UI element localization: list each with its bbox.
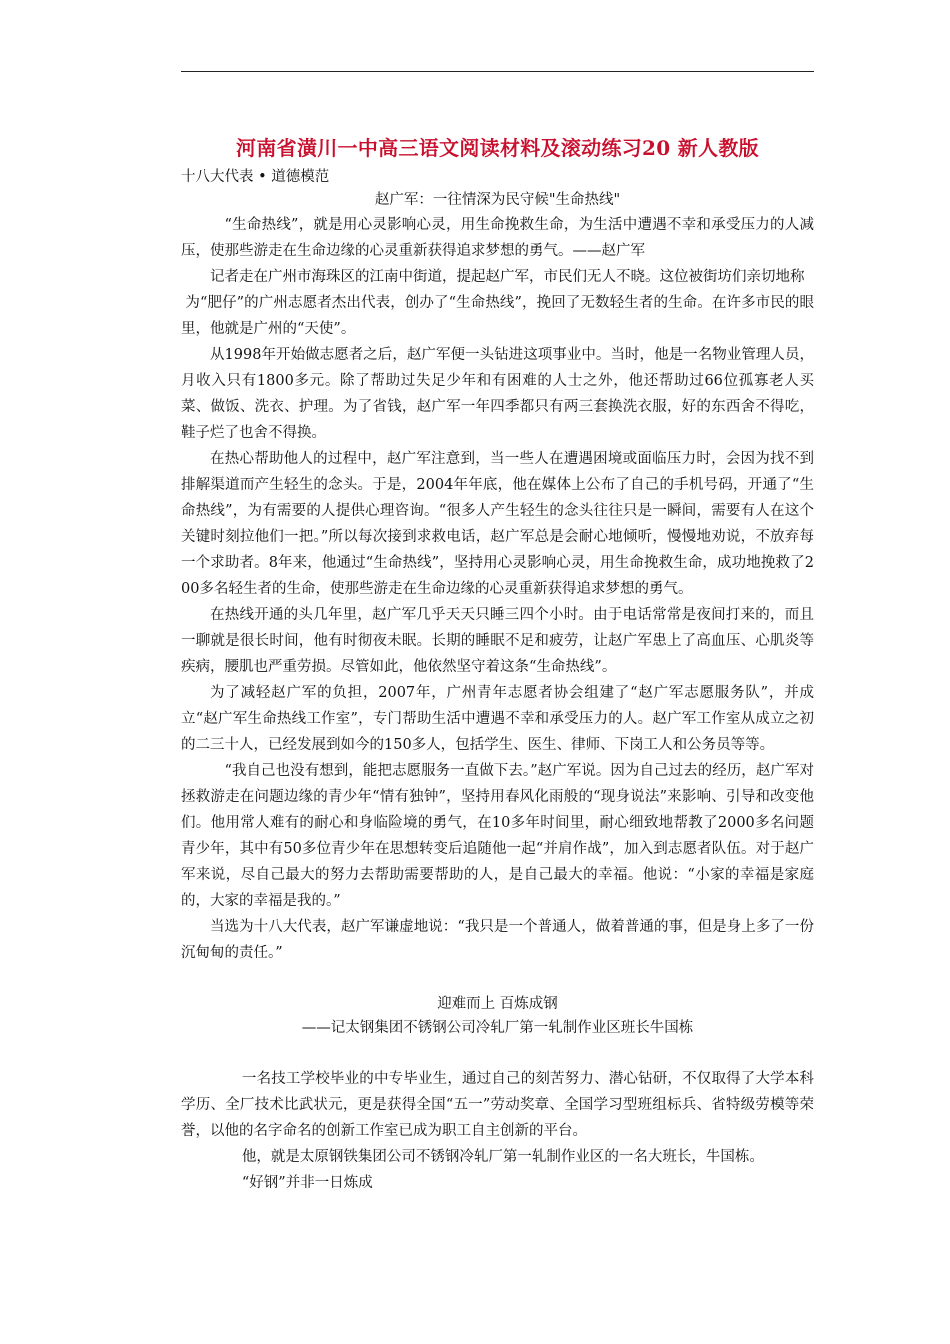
article1-paragraph: “我自己也没有想到，能把志愿服务一直做下去。”赵广军说。因为自己过去的经历，赵广军对拯救游走在问题边缘的青少年“情有独钟”，坚持用春风化雨般的“现身说法”来影响、引导和改变他们。他用常人难有的耐心和身临险境的勇气，在10多年时间里，耐心细致地帮教了2000多名问题青少年，其中有50多位青少年在思想转变后追随他一起“并肩作战”，加入到志愿者队伍。对于赵广军来说，尽自己最大的努力去帮助需要帮助的人，是自己最大的幸福。他说：“小家的幸福是家庭的，大家的幸福是我的。”: [181, 763, 814, 909]
section-label: 十八大代表 • 道德模范: [181, 169, 330, 185]
article2-paragraph: 他，就是太原钢铁集团公司不锈钢冷轧厂第一轧制作业区的一名大班长，牛国栋。: [241, 1149, 764, 1165]
article1-paragraph: 为“肥仔”的广州志愿者杰出代表，创办了“生命热线”，挽回了无数轻生者的生命。在许多市民的眼里，他就是广州的“天使”。: [181, 295, 814, 337]
header-rule: [181, 71, 814, 72]
article1-paragraph: 当选为十八大代表，赵广军谦虚地说：“我只是一个普通人，做着普通的事，但是身上多了一份沉甸甸的责任。”: [181, 919, 814, 961]
article1-paragraph: 为了减轻赵广军的负担，2007年，广州青年志愿者协会组建了“赵广军志愿服务队”，并成立“赵广军生命热线工作室”，专门帮助生活中遭遇不幸和承受压力的人。赵广军工作室从成立之初的二三十人，已经发展到如今的150多人，包括学生、医生、律师、下岗工人和公务员等等。: [181, 685, 814, 753]
article1-paragraph: 从1998年开始做志愿者之后，赵广军便一头钻进这项事业中。当时，他是一名物业管理人员，月收入只有1800多元。除了帮助过失足少年和有困难的人士之外，他还帮助过66位孤寡老人买菜、做饭、洗衣、护理。为了省钱，赵广军一年四季都只有两三套换洗衣服，好的东西舍不得吃，鞋子烂了也舍不得换。: [181, 347, 814, 441]
article2-headline: 迎难而上 百炼成钢: [437, 996, 558, 1012]
article1-paragraph: “生命热线”，就是用心灵影响心灵，用生命挽救生命，为生活中遭遇不幸和承受压力的人减压，使那些游走在生命边缘的心灵重新获得追求梦想的勇气。——赵广军: [181, 217, 814, 259]
document-title: 河南省潢川一中高三语文阅读材料及滚动练习20 新人教版: [236, 136, 759, 160]
section-spacer: [181, 966, 814, 992]
article2-paragraph: 一名技工学校毕业的中专毕业生，通过自己的刻苦努力、潜心钻研，不仅取得了大学本科学历、全厂技术比武状元，更是获得全国“五一”劳动奖章、全国学习型班组标兵、省特级劳模等荣誉，以他的名字命名的创新工作室已成为职工自主创新的平台。: [181, 1071, 814, 1139]
article1-paragraph: 在热线开通的头几年里，赵广军几乎天天只睡三四个小时。由于电话常常是夜间打来的，而且一聊就是很长时间，他有时彻夜未眠。长期的睡眠不足和疲劳，让赵广军患上了高血压、心肌炎等疾病，腰肌也严重劳损。尽管如此，他依然坚守着这条“生命热线”。: [181, 607, 814, 675]
section-spacer: [181, 1040, 814, 1066]
document-body: [181, 134, 814, 1196]
article1-paragraph: 在热心帮助他人的过程中，赵广军注意到，当一些人在遭遇困境或面临压力时，会因为找不到排解渠道而产生轻生的念头。于是，2004年年底，他在媒体上公布了自己的手机号码，开通了“生命热线”，为有需要的人提供心理咨询。“很多人产生轻生的念头往往只是一瞬间，需要有人在这个关键时刻拉他们一把。”所以每次接到求救电话，赵广军总是会耐心地倾听，慢慢地劝说，不放弃每一个求助者。8年来，他通过“生命热线”，坚持用心灵影响心灵，用生命挽救生命，成功地挽救了200多名轻生者的生命，使那些游走在生命边缘的心灵重新获得追求梦想的勇气。: [181, 451, 814, 597]
article1-headline: 赵广军：一往情深为民守候"生命热线": [374, 192, 621, 208]
article2-subheadline: ——记太钢集团不锈钢公司冷轧厂第一轧制作业区班长牛国栋: [301, 1020, 694, 1036]
article1-paragraph: 记者走在广州市海珠区的江南中街道，提起赵广军，市民们无人不晓。这位被街坊们亲切地称: [210, 269, 805, 285]
article2-subheading: “好钢”并非一日炼成: [241, 1175, 373, 1191]
